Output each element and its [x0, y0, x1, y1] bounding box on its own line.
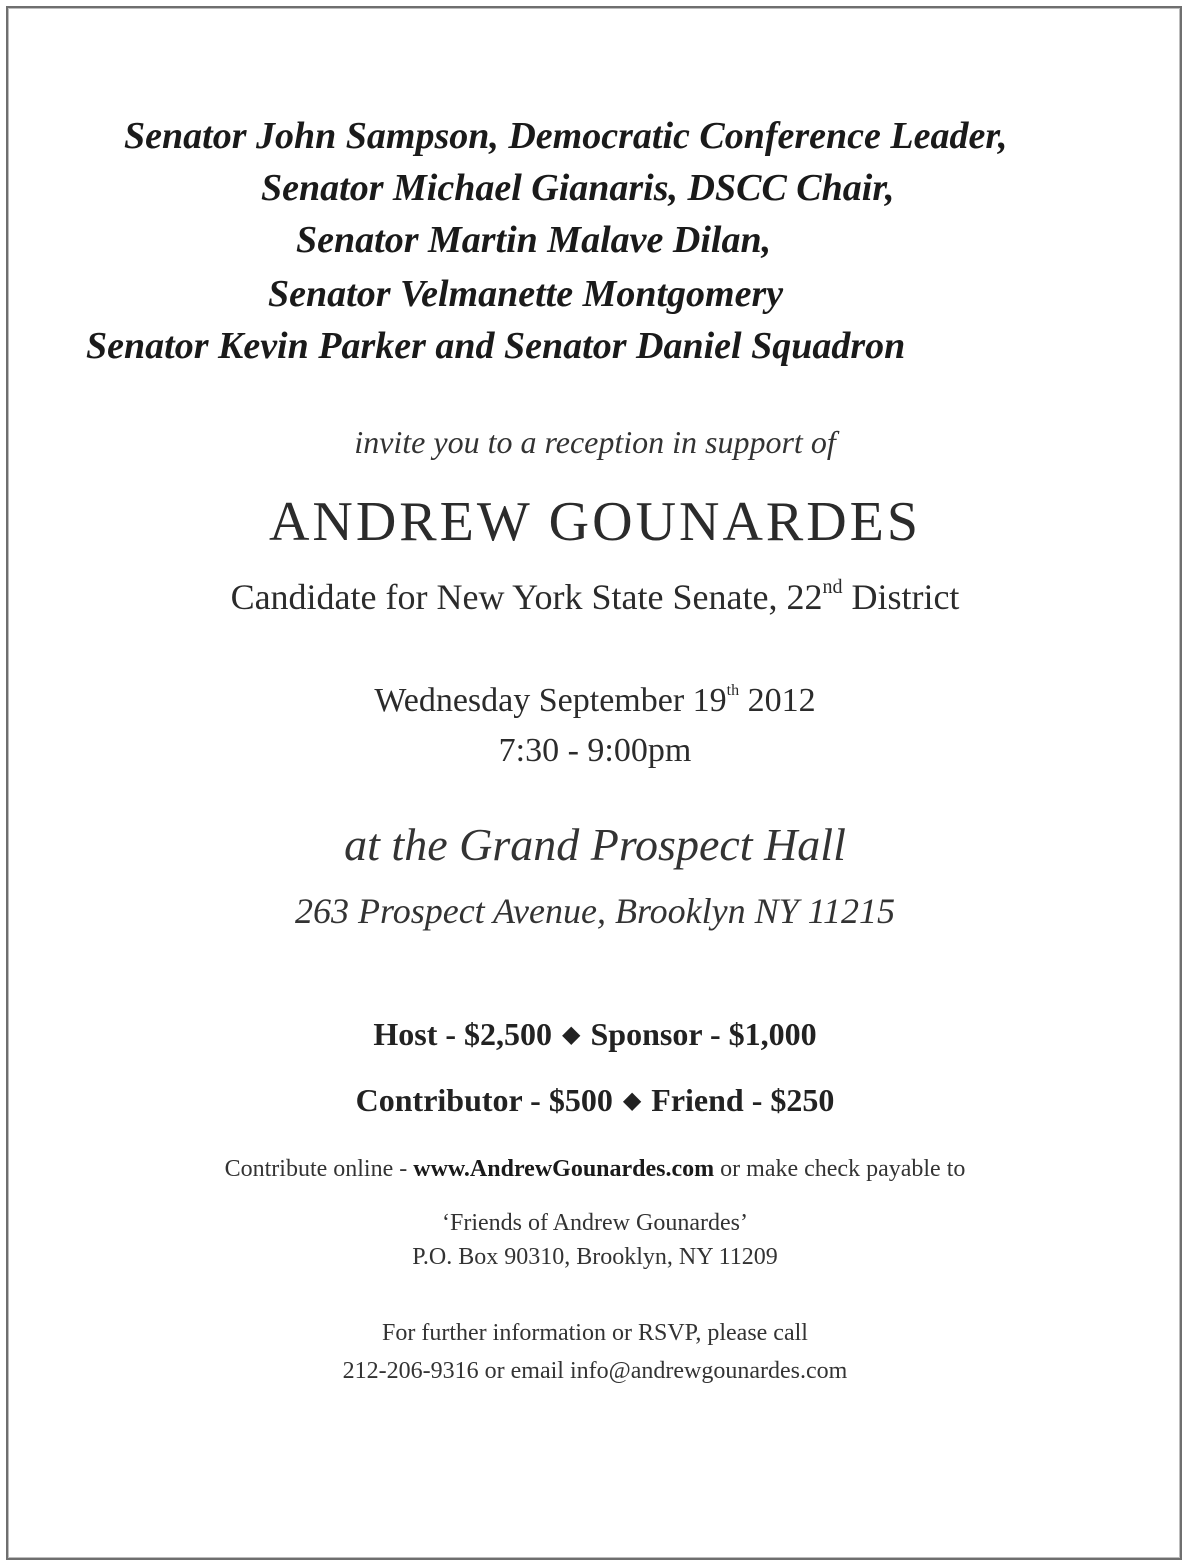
- office-prefix: Candidate for New York State Senate, 22: [230, 577, 823, 617]
- contribution-levels-row-2: [0, 1082, 1190, 1119]
- event-venue: at the Grand Prospect Hall: [344, 819, 846, 870]
- contribute-url: www.AndrewGounardes.com: [413, 1156, 715, 1182]
- level-sponsor: Sponsor - $1,000: [590, 1016, 817, 1052]
- event-date: [0, 682, 1190, 720]
- office-ordinal: nd: [822, 576, 843, 598]
- date-year: 2012: [739, 682, 816, 719]
- candidate-name: ANDREW GOUNARDES: [268, 491, 922, 553]
- diamond-icon: ◆: [622, 1088, 642, 1114]
- host-line-3: Senator Martin Malave Dilan,: [296, 219, 772, 261]
- invite-text: invite you to a reception in support of: [354, 424, 836, 460]
- event-address: 263 Prospect Avenue, Brooklyn NY 11215: [295, 891, 895, 931]
- contribute-line: [0, 1156, 1190, 1183]
- level-friend: Friend - $250: [651, 1082, 835, 1118]
- candidate-office: [0, 576, 1190, 618]
- level-contributor: Contributor - $500: [355, 1082, 613, 1118]
- host-line-2: Senator Michael Gianaris, DSCC Chair,: [261, 167, 895, 209]
- level-host: Host - $2,500: [373, 1016, 553, 1052]
- date-prefix: Wednesday September 19: [374, 682, 727, 719]
- contribution-levels-row-1: [0, 1016, 1190, 1053]
- host-line-4: Senator Velmanette Montgomery: [268, 273, 784, 315]
- rsvp-line-1: For further information or RSVP, please call: [382, 1320, 808, 1346]
- contribute-suffix: or make check payable to: [714, 1156, 966, 1182]
- payable-name: ‘Friends of Andrew Gounardes’: [442, 1210, 748, 1236]
- payable-address: P.O. Box 90310, Brooklyn, NY 11209: [412, 1244, 778, 1270]
- office-suffix: District: [842, 577, 960, 617]
- event-time: 7:30 - 9:00pm: [498, 732, 692, 769]
- host-line-5: Senator Kevin Parker and Senator Daniel Squadron: [86, 325, 906, 367]
- diamond-icon: ◆: [562, 1022, 581, 1048]
- contribute-prefix: Contribute online -: [224, 1156, 414, 1182]
- host-line-1: Senator John Sampson, Democratic Conference Leader,: [124, 115, 1008, 157]
- rsvp-line-2: 212-206-9316 or email info@andrewgounardes.com: [342, 1358, 848, 1384]
- date-ordinal: th: [726, 682, 740, 699]
